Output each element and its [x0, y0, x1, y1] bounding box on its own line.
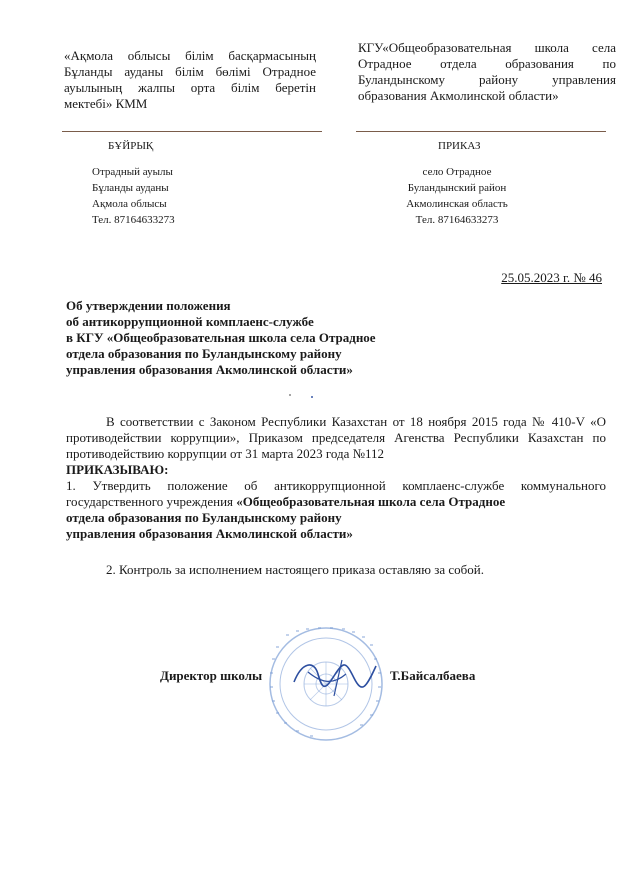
item-2: 2. Контроль за исполнением настоящего приказа оставляю за собой. [106, 562, 484, 577]
item-1 [66, 478, 606, 510]
left-address-line: Ақмола облысы [92, 198, 167, 210]
title-line: Об утверждении положения [66, 298, 231, 313]
title-line: об антикоррупционной комплаенс-службе [66, 314, 314, 329]
title-line: управления образования Акмолинской области» [66, 362, 353, 377]
item-1-school-line: отдела образования по Буландынскому району [66, 510, 342, 525]
speck [289, 394, 291, 396]
preamble-paragraph: В соответствии с Законом Республики Казахстан от 18 ноября 2015 года № 410-V «О противодействии коррупции», Приказом председателя Агенства Республики Казахстан по противодействию коррупции от 31 марта 2023 года №112 [66, 414, 606, 461]
left-address-line: Отрадный ауылы [92, 166, 173, 178]
item-1-school-line: управления образования Акмолинской области» [66, 526, 353, 541]
title-line: отдела образования по Буландынскому району [66, 346, 342, 361]
header-right-organization: КГУ«Общеобразовательная школа села Отрадное отдела образования по Буландынскому району управления образования Акмолинской области» [358, 40, 616, 103]
signature-name: Т.Байсалбаева [390, 668, 476, 683]
title-line: в КГУ «Общеобразовательная школа села Отрадное [66, 330, 376, 345]
handwritten-signature [284, 652, 384, 702]
item-1-school-line: «Общеобразовательная школа села Отрадное [236, 494, 506, 509]
left-doc-type: БҰЙРЫҚ [108, 140, 154, 152]
order-title [66, 298, 486, 378]
left-address-line: Тел. 87164633273 [92, 214, 175, 226]
header-left-organization: «Ақмола облысы білім басқармасының Бұланды ауданы білім бөлімі Отрадное ауылының жалпы орта білім беретін мектебі» КММ [64, 48, 316, 111]
header-right-rule [356, 131, 606, 132]
order-body [66, 414, 606, 578]
right-address-line: Буландынский район [407, 182, 507, 194]
right-address [396, 164, 518, 228]
order-date-number: 25.05.2023 г. № 46 [501, 270, 602, 285]
left-address-line: Бұланды ауданы [92, 182, 169, 194]
right-address-line: Тел. 87164633273 [415, 214, 499, 226]
speck [311, 396, 313, 398]
left-address [92, 164, 175, 228]
item-1-text: 1. Утвердить положение об антикоррупционной комплаенс-службе коммунального государственного учреждения [66, 478, 606, 509]
right-doc-type: ПРИКАЗ [438, 140, 481, 152]
right-address-line: Акмолинская область [406, 198, 508, 210]
signature-role: Директор школы [160, 668, 263, 683]
right-address-line: село Отрадное [422, 166, 492, 178]
order-word: ПРИКАЗЫВАЮ: [66, 462, 169, 477]
header-left-rule [62, 131, 322, 132]
